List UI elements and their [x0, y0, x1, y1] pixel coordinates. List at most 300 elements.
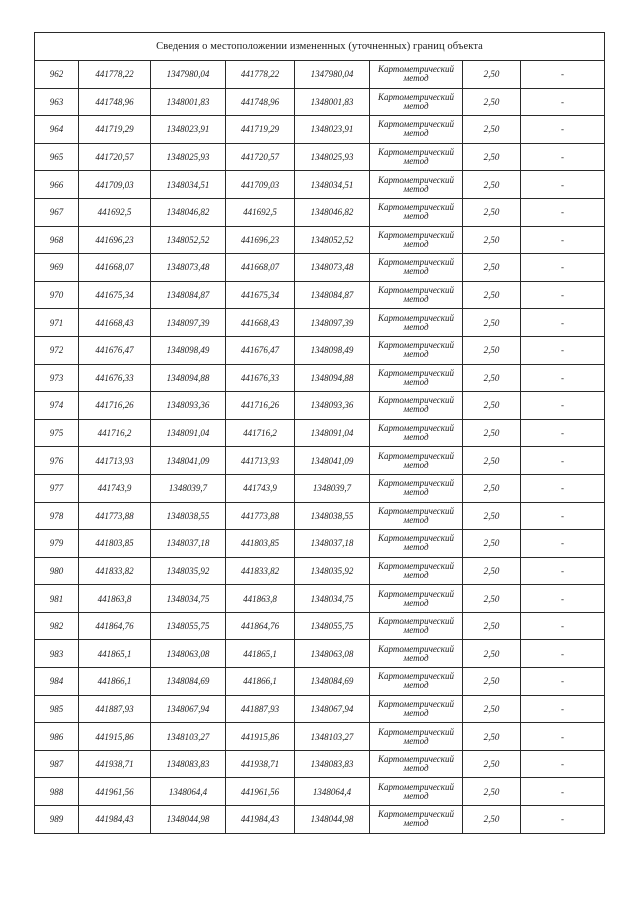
y-specified-cell: 1348084,87: [295, 281, 370, 309]
note-cell: -: [521, 668, 605, 696]
x-existing-cell: 441915,86: [79, 723, 151, 751]
point-number-cell: 970: [35, 281, 79, 309]
method-line-1: Картометрический: [377, 505, 454, 516]
method-line-1: Картометрический: [377, 533, 454, 544]
accuracy-cell: 2,50: [463, 116, 521, 144]
x-existing-cell: 441713,93: [79, 447, 151, 475]
method-cell: [370, 723, 463, 751]
method-cell: [370, 336, 463, 364]
y-specified-cell: 1348041,09: [295, 447, 370, 475]
table-row: [35, 61, 605, 89]
y-specified-cell: 1348063,08: [295, 640, 370, 668]
accuracy-cell: 2,50: [463, 226, 521, 254]
method-line-2: метод: [403, 100, 429, 111]
method-line-1: Картометрический: [377, 643, 454, 654]
x-specified-cell: 441833,82: [226, 557, 295, 585]
x-specified-cell: 441864,76: [226, 612, 295, 640]
note-cell: -: [521, 695, 605, 723]
y-existing-cell: 1348084,87: [151, 281, 226, 309]
method-line-2: метод: [403, 266, 429, 277]
method-line-1: Картометрический: [377, 174, 454, 185]
y-existing-cell: 1348098,49: [151, 336, 226, 364]
x-specified-cell: 441938,71: [226, 750, 295, 778]
x-existing-cell: 441709,03: [79, 171, 151, 199]
y-existing-cell: 1348103,27: [151, 723, 226, 751]
point-number-cell: 962: [35, 61, 79, 89]
table-row: [35, 116, 605, 144]
point-number-cell: 966: [35, 171, 79, 199]
x-specified-cell: 441719,29: [226, 116, 295, 144]
y-existing-cell: 1348055,75: [151, 612, 226, 640]
method-line-2: метод: [403, 652, 429, 663]
table-row: [35, 474, 605, 502]
table-row: [35, 198, 605, 226]
method-line-2: метод: [403, 569, 429, 580]
table-row: [35, 392, 605, 420]
note-cell: -: [521, 723, 605, 751]
method-line-1: Картометрический: [377, 64, 454, 75]
x-existing-cell: 441833,82: [79, 557, 151, 585]
y-specified-cell: 1348098,49: [295, 336, 370, 364]
note-cell: -: [521, 281, 605, 309]
y-specified-cell: 1348025,93: [295, 143, 370, 171]
y-specified-cell: 1348064,4: [295, 778, 370, 806]
method-cell: [370, 254, 463, 282]
note-cell: -: [521, 88, 605, 116]
y-existing-cell: 1348039,7: [151, 474, 226, 502]
table-row: [35, 778, 605, 806]
note-cell: -: [521, 447, 605, 475]
x-specified-cell: 441863,8: [226, 585, 295, 613]
note-cell: -: [521, 198, 605, 226]
table-row: [35, 530, 605, 558]
method-line-2: метод: [403, 294, 429, 305]
method-line-2: метод: [403, 514, 429, 525]
x-specified-cell: 441961,56: [226, 778, 295, 806]
method-cell: [370, 806, 463, 834]
x-specified-cell: 441748,96: [226, 88, 295, 116]
method-cell: [370, 612, 463, 640]
method-cell: [370, 61, 463, 89]
accuracy-cell: 2,50: [463, 364, 521, 392]
x-specified-cell: 441803,85: [226, 530, 295, 558]
point-number-cell: 976: [35, 447, 79, 475]
accuracy-cell: 2,50: [463, 309, 521, 337]
method-line-2: метод: [403, 73, 429, 84]
boundary-coordinates-table: [34, 32, 605, 834]
x-existing-cell: 441961,56: [79, 778, 151, 806]
table-header-row: [35, 33, 605, 61]
accuracy-cell: 2,50: [463, 171, 521, 199]
method-line-1: Картометрический: [377, 560, 454, 571]
x-existing-cell: 441778,22: [79, 61, 151, 89]
accuracy-cell: 2,50: [463, 254, 521, 282]
x-specified-cell: 441676,47: [226, 336, 295, 364]
y-existing-cell: 1348083,83: [151, 750, 226, 778]
y-existing-cell: 1348052,52: [151, 226, 226, 254]
accuracy-cell: 2,50: [463, 474, 521, 502]
table-row: [35, 143, 605, 171]
note-cell: -: [521, 309, 605, 337]
table-row: [35, 336, 605, 364]
method-line-1: Картометрический: [377, 450, 454, 461]
accuracy-cell: 2,50: [463, 281, 521, 309]
table-row: [35, 585, 605, 613]
method-line-1: Картометрический: [377, 202, 454, 213]
x-existing-cell: 441984,43: [79, 806, 151, 834]
x-existing-cell: 441676,33: [79, 364, 151, 392]
accuracy-cell: 2,50: [463, 61, 521, 89]
table-row: [35, 695, 605, 723]
method-cell: [370, 171, 463, 199]
note-cell: -: [521, 530, 605, 558]
method-line-1: Картометрический: [377, 229, 454, 240]
method-cell: [370, 778, 463, 806]
table-row: [35, 502, 605, 530]
table-row: [35, 723, 605, 751]
y-existing-cell: 1348073,48: [151, 254, 226, 282]
x-existing-cell: 441668,43: [79, 309, 151, 337]
x-existing-cell: 441716,2: [79, 419, 151, 447]
y-specified-cell: 1348039,7: [295, 474, 370, 502]
method-line-1: Картометрический: [377, 147, 454, 158]
y-existing-cell: 1348034,51: [151, 171, 226, 199]
method-line-2: метод: [403, 238, 429, 249]
x-specified-cell: 441716,2: [226, 419, 295, 447]
table-row: [35, 226, 605, 254]
y-existing-cell: 1348097,39: [151, 309, 226, 337]
point-number-cell: 978: [35, 502, 79, 530]
note-cell: -: [521, 557, 605, 585]
table-row: [35, 419, 605, 447]
point-number-cell: 984: [35, 668, 79, 696]
note-cell: -: [521, 502, 605, 530]
method-cell: [370, 198, 463, 226]
method-cell: [370, 116, 463, 144]
y-specified-cell: 1348034,51: [295, 171, 370, 199]
method-line-1: Картометрический: [377, 395, 454, 406]
method-cell: [370, 640, 463, 668]
y-specified-cell: 1348091,04: [295, 419, 370, 447]
y-specified-cell: 1348044,98: [295, 806, 370, 834]
x-specified-cell: 441915,86: [226, 723, 295, 751]
point-number-cell: 972: [35, 336, 79, 364]
table-row: [35, 612, 605, 640]
y-existing-cell: 1348091,04: [151, 419, 226, 447]
method-cell: [370, 226, 463, 254]
y-existing-cell: 1348094,88: [151, 364, 226, 392]
point-number-cell: 981: [35, 585, 79, 613]
x-specified-cell: 441887,93: [226, 695, 295, 723]
method-line-2: метод: [403, 487, 429, 498]
method-line-1: Картометрический: [377, 809, 454, 820]
accuracy-cell: 2,50: [463, 612, 521, 640]
x-existing-cell: 441696,23: [79, 226, 151, 254]
y-existing-cell: 1348093,36: [151, 392, 226, 420]
y-specified-cell: 1348035,92: [295, 557, 370, 585]
point-number-cell: 979: [35, 530, 79, 558]
method-cell: [370, 557, 463, 585]
x-existing-cell: 441803,85: [79, 530, 151, 558]
y-existing-cell: 1348064,4: [151, 778, 226, 806]
y-specified-cell: 1348103,27: [295, 723, 370, 751]
method-line-2: метод: [403, 818, 429, 829]
accuracy-cell: 2,50: [463, 392, 521, 420]
accuracy-cell: 2,50: [463, 419, 521, 447]
method-line-1: Картометрический: [377, 285, 454, 296]
note-cell: -: [521, 750, 605, 778]
table-row: [35, 254, 605, 282]
accuracy-cell: 2,50: [463, 530, 521, 558]
x-existing-cell: 441719,29: [79, 116, 151, 144]
note-cell: -: [521, 254, 605, 282]
x-existing-cell: 441863,8: [79, 585, 151, 613]
x-existing-cell: 441675,34: [79, 281, 151, 309]
method-line-1: Картометрический: [377, 119, 454, 130]
method-line-1: Картометрический: [377, 312, 454, 323]
x-specified-cell: 441668,43: [226, 309, 295, 337]
x-specified-cell: 441709,03: [226, 171, 295, 199]
method-line-2: метод: [403, 321, 429, 332]
accuracy-cell: 2,50: [463, 778, 521, 806]
method-line-2: метод: [403, 459, 429, 470]
point-number-cell: 989: [35, 806, 79, 834]
method-line-2: метод: [403, 735, 429, 746]
table-row: [35, 171, 605, 199]
y-existing-cell: 1348038,55: [151, 502, 226, 530]
accuracy-cell: 2,50: [463, 695, 521, 723]
x-existing-cell: 441866,1: [79, 668, 151, 696]
x-existing-cell: 441668,07: [79, 254, 151, 282]
method-line-2: метод: [403, 432, 429, 443]
point-number-cell: 965: [35, 143, 79, 171]
y-existing-cell: 1347980,04: [151, 61, 226, 89]
x-specified-cell: 441984,43: [226, 806, 295, 834]
method-line-2: метод: [403, 376, 429, 387]
y-existing-cell: 1348001,83: [151, 88, 226, 116]
method-line-1: Картометрический: [377, 588, 454, 599]
note-cell: -: [521, 640, 605, 668]
x-specified-cell: 441713,93: [226, 447, 295, 475]
accuracy-cell: 2,50: [463, 585, 521, 613]
method-cell: [370, 88, 463, 116]
x-specified-cell: 441865,1: [226, 640, 295, 668]
table-row: [35, 557, 605, 585]
y-existing-cell: 1348025,93: [151, 143, 226, 171]
note-cell: -: [521, 61, 605, 89]
accuracy-cell: 2,50: [463, 336, 521, 364]
method-line-1: Картометрический: [377, 781, 454, 792]
y-specified-cell: 1348046,82: [295, 198, 370, 226]
x-specified-cell: 441743,9: [226, 474, 295, 502]
note-cell: -: [521, 612, 605, 640]
x-existing-cell: 441692,5: [79, 198, 151, 226]
point-number-cell: 975: [35, 419, 79, 447]
y-existing-cell: 1348035,92: [151, 557, 226, 585]
method-line-1: Картометрический: [377, 726, 454, 737]
method-cell: [370, 143, 463, 171]
method-line-2: метод: [403, 597, 429, 608]
method-line-2: метод: [403, 763, 429, 774]
x-existing-cell: 441716,26: [79, 392, 151, 420]
table-row: [35, 309, 605, 337]
y-specified-cell: 1348023,91: [295, 116, 370, 144]
method-line-2: метод: [403, 183, 429, 194]
method-line-2: метод: [403, 790, 429, 801]
y-specified-cell: 1348037,18: [295, 530, 370, 558]
method-line-1: Картометрический: [377, 257, 454, 268]
method-line-1: Картометрический: [377, 616, 454, 627]
x-specified-cell: 441773,88: [226, 502, 295, 530]
document-page: [34, 32, 604, 834]
y-specified-cell: 1348097,39: [295, 309, 370, 337]
x-specified-cell: 441668,07: [226, 254, 295, 282]
note-cell: -: [521, 336, 605, 364]
accuracy-cell: 2,50: [463, 502, 521, 530]
accuracy-cell: 2,50: [463, 668, 521, 696]
table-body: [35, 61, 605, 834]
point-number-cell: 977: [35, 474, 79, 502]
x-existing-cell: 441938,71: [79, 750, 151, 778]
y-specified-cell: 1348052,52: [295, 226, 370, 254]
method-cell: [370, 668, 463, 696]
note-cell: -: [521, 392, 605, 420]
method-line-2: метод: [403, 542, 429, 553]
y-specified-cell: 1348084,69: [295, 668, 370, 696]
table-row: [35, 806, 605, 834]
y-specified-cell: 1348067,94: [295, 695, 370, 723]
note-cell: -: [521, 806, 605, 834]
method-line-1: Картометрический: [377, 698, 454, 709]
method-cell: [370, 419, 463, 447]
y-specified-cell: 1348083,83: [295, 750, 370, 778]
method-line-1: Картометрический: [377, 478, 454, 489]
method-line-2: метод: [403, 156, 429, 167]
point-number-cell: 969: [35, 254, 79, 282]
table-row: [35, 364, 605, 392]
point-number-cell: 971: [35, 309, 79, 337]
accuracy-cell: 2,50: [463, 198, 521, 226]
y-existing-cell: 1348023,91: [151, 116, 226, 144]
note-cell: -: [521, 585, 605, 613]
method-cell: [370, 502, 463, 530]
x-existing-cell: 441864,76: [79, 612, 151, 640]
point-number-cell: 982: [35, 612, 79, 640]
point-number-cell: 968: [35, 226, 79, 254]
point-number-cell: 963: [35, 88, 79, 116]
x-existing-cell: 441676,47: [79, 336, 151, 364]
table-row: [35, 640, 605, 668]
x-specified-cell: 441696,23: [226, 226, 295, 254]
accuracy-cell: 2,50: [463, 723, 521, 751]
y-specified-cell: 1348001,83: [295, 88, 370, 116]
x-specified-cell: 441778,22: [226, 61, 295, 89]
method-line-1: Картометрический: [377, 671, 454, 682]
method-cell: [370, 281, 463, 309]
method-line-2: метод: [403, 128, 429, 139]
table-row: [35, 750, 605, 778]
x-specified-cell: 441716,26: [226, 392, 295, 420]
table-title: Сведения о местоположении измененных (уточненных) границ объекта: [35, 33, 605, 61]
accuracy-cell: 2,50: [463, 557, 521, 585]
point-number-cell: 980: [35, 557, 79, 585]
x-existing-cell: 441865,1: [79, 640, 151, 668]
method-cell: [370, 530, 463, 558]
y-specified-cell: 1348034,75: [295, 585, 370, 613]
method-cell: [370, 447, 463, 475]
method-line-1: Картометрический: [377, 423, 454, 434]
method-cell: [370, 364, 463, 392]
method-cell: [370, 585, 463, 613]
x-specified-cell: 441720,57: [226, 143, 295, 171]
method-cell: [370, 392, 463, 420]
method-line-2: метод: [403, 211, 429, 222]
method-line-1: Картометрический: [377, 367, 454, 378]
method-cell: [370, 309, 463, 337]
y-specified-cell: 1348055,75: [295, 612, 370, 640]
point-number-cell: 983: [35, 640, 79, 668]
x-existing-cell: 441720,57: [79, 143, 151, 171]
x-specified-cell: 441692,5: [226, 198, 295, 226]
method-line-2: метод: [403, 349, 429, 360]
accuracy-cell: 2,50: [463, 750, 521, 778]
x-specified-cell: 441675,34: [226, 281, 295, 309]
note-cell: -: [521, 226, 605, 254]
y-existing-cell: 1348084,69: [151, 668, 226, 696]
y-existing-cell: 1348041,09: [151, 447, 226, 475]
table-row: [35, 447, 605, 475]
method-line-1: Картометрический: [377, 91, 454, 102]
x-specified-cell: 441676,33: [226, 364, 295, 392]
accuracy-cell: 2,50: [463, 88, 521, 116]
x-existing-cell: 441887,93: [79, 695, 151, 723]
note-cell: -: [521, 474, 605, 502]
y-specified-cell: 1348094,88: [295, 364, 370, 392]
table-row: [35, 281, 605, 309]
accuracy-cell: 2,50: [463, 640, 521, 668]
accuracy-cell: 2,50: [463, 447, 521, 475]
note-cell: -: [521, 364, 605, 392]
method-cell: [370, 695, 463, 723]
y-existing-cell: 1348063,08: [151, 640, 226, 668]
method-line-2: метод: [403, 680, 429, 691]
note-cell: -: [521, 778, 605, 806]
table-row: [35, 88, 605, 116]
point-number-cell: 988: [35, 778, 79, 806]
y-existing-cell: 1348044,98: [151, 806, 226, 834]
accuracy-cell: 2,50: [463, 143, 521, 171]
y-existing-cell: 1348037,18: [151, 530, 226, 558]
y-specified-cell: 1347980,04: [295, 61, 370, 89]
y-specified-cell: 1348073,48: [295, 254, 370, 282]
method-cell: [370, 474, 463, 502]
method-line-1: Картометрический: [377, 340, 454, 351]
y-existing-cell: 1348067,94: [151, 695, 226, 723]
note-cell: -: [521, 116, 605, 144]
y-existing-cell: 1348034,75: [151, 585, 226, 613]
x-existing-cell: 441748,96: [79, 88, 151, 116]
y-specified-cell: 1348038,55: [295, 502, 370, 530]
accuracy-cell: 2,50: [463, 806, 521, 834]
point-number-cell: 985: [35, 695, 79, 723]
point-number-cell: 987: [35, 750, 79, 778]
y-specified-cell: 1348093,36: [295, 392, 370, 420]
note-cell: -: [521, 171, 605, 199]
method-line-2: метод: [403, 625, 429, 636]
point-number-cell: 964: [35, 116, 79, 144]
point-number-cell: 986: [35, 723, 79, 751]
note-cell: -: [521, 143, 605, 171]
